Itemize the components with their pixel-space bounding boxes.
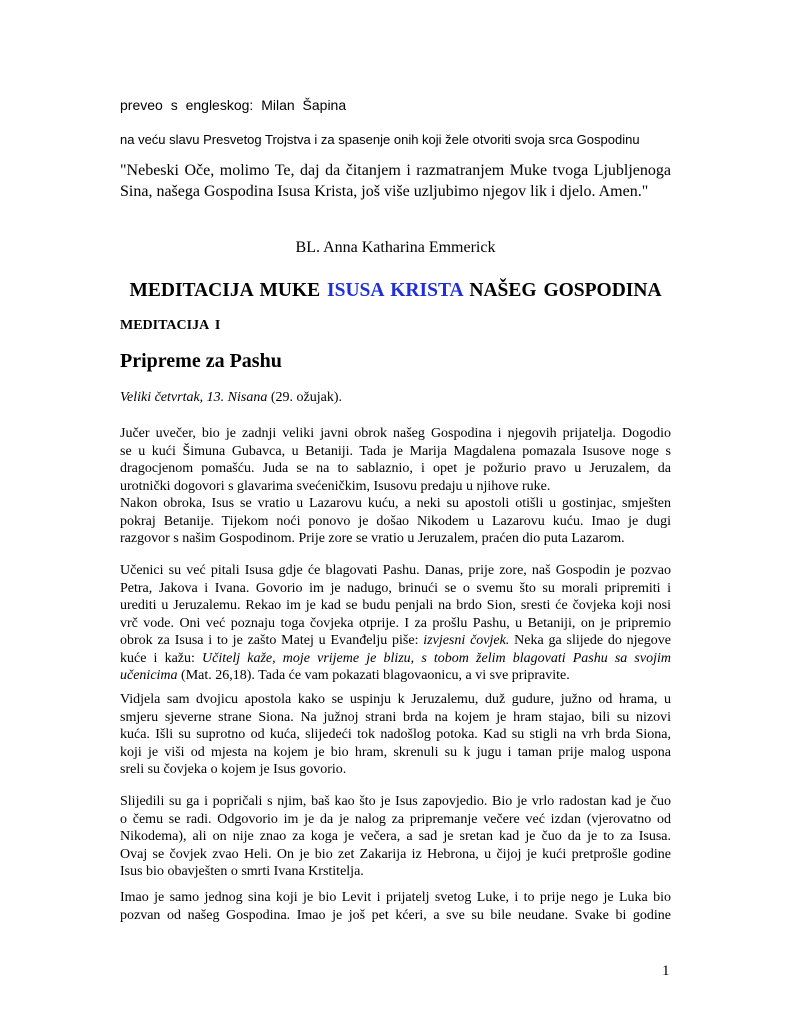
paragraph-line: koji je viši od mjesta na kojem je bio hram, skrenuli su k jugu i taman prije malog uspona (120, 744, 671, 760)
title-part-3: NAŠEG GOSPODINA (462, 280, 662, 301)
title-part-1: MEDITACIJA MUKE (129, 280, 328, 301)
meditation-label: MEDITACIJA I (120, 318, 221, 333)
paragraph-1 (120, 425, 671, 548)
paragraph-line: Vidjela sam dvojicu apostola kako se uspinju k Jeruzalemu, duž gudure, južno od hrama, u (120, 692, 671, 707)
chapter-title: Pripreme za Pashu (120, 350, 282, 372)
paragraph-line: se u kući Šimuna Gubavca, u Betaniji. Tada je Marija Magdalena pomazala Isusove noge s (120, 443, 671, 459)
line-segment: kuće i kažu: (120, 650, 203, 666)
paragraph-line: Ovaj se čovjek zvao Heli. On je bio zet Zakarija iz Hebrona, u čijoj je kući pretprošle godine (120, 846, 671, 862)
paragraph-line (120, 632, 671, 650)
line-segment-italic: učenicima (120, 668, 178, 683)
paragraph-line: Slijedili su ga i popričali s njim, baš kao što je Isus zapovjedio. Bio je vrlo radostan kad je čuo (120, 794, 671, 809)
paragraph-3 (120, 562, 671, 685)
paragraph-line: sreli su čovjeka o kojem je Isus govorio. (120, 762, 347, 777)
paragraph-line: razgovor s našim Gospodinom. Prije zore se vratio u Jeruzalem, praćen dio puta Lazarom. (120, 531, 625, 546)
paragraph-line: kuća. Išli su suprotno od kuća, slijedeći tok nadošlog potoka. Kad su stigli na vrh brda Siona, (120, 727, 671, 742)
paragraph-4 (120, 691, 671, 779)
paragraph-line (120, 650, 671, 668)
paragraph-line: Nakon obroka, Isus se vratio u Lazarovu kuću, a neki su apostoli otišli u gostinjac, smješten (120, 496, 671, 511)
main-title (0, 280, 791, 302)
opening-prayer: "Nebeski Oče, molimo Te, daj da čitanjem i razmatranjem Muke tvoga Ljubljenoga Sina, našega Gospodina Isusa Krista, još više uzljubimo njegov lik i djelo. Amen." (120, 162, 671, 200)
paragraph-line: urotnički dogovori s glavarima svećeničkim, Isusovu predaju u njihove ruke. (120, 478, 551, 494)
paragraph-line: smjeru sjeverne strane Siona. Na južnoj strani brda na kojem je hram stajao, bili su nizovi (120, 709, 671, 725)
line-segment: (Mat. 26,18). Tada će vam pokazati blagovaonicu, a vi sve pripravite. (177, 668, 570, 683)
paragraph-5 (120, 793, 671, 881)
paragraph-6 (120, 889, 671, 924)
paragraph-line: Isus bio obavješten o smrti Ivana Krstitelja. (120, 864, 364, 879)
paragraph-line (120, 667, 671, 685)
paragraph-line: Jučer uvečer, bio je zadnji veliki javni obrok našeg Gospodina i njegovih prijatelja. Dogodio (120, 426, 671, 441)
dedication-line: na veću slavu Presvetog Trojstva i za spasenje onih koji žele otvoriti svoja srca Gospodinu (120, 132, 640, 147)
paragraph-line: pokraj Betanije. Tijekom noći ponovo je došao Nikodem u Lazarovu kuću. Imao je dugi (120, 513, 671, 529)
line-segment-italic: Učitelj kaže, moje vrijeme je blizu, s tobom želim blagovati Pashu sa svojim (202, 650, 671, 666)
paragraph-line: Imao je samo jednog sina koji je bio Levit i prijatelj svetog Luke, i to prije nego je Luka bio (120, 890, 671, 905)
paragraph-line: vrč vode. Oni već poznaju toga čovjeka otprije. I za prošlu Pashu, u Betaniji, on je pripremio (120, 615, 671, 631)
paragraph-line: o čemu se radi. Odgovorio im je da je nalog za pripremanje večere već izdan (vjerovatno od (120, 811, 671, 827)
page-number: 1 (662, 963, 670, 979)
line-segment: Neka ga slijede do njegove (509, 633, 671, 648)
paragraph-line: Nikodema), ali on nije znao za koga je večera, a sad je sretan kad je čuo da je to za Isusa. (120, 829, 671, 844)
paragraph-line: Petra, Jakova i Ivana. Govorio im je nadugo, brinući se o svemu što su morali pripremiti i (120, 580, 671, 596)
paragraph-line: Učenici su već pitali Isusa gdje će blagovati Pashu. Danas, prije zore, naš Gospodin je pozvao (120, 563, 671, 578)
paragraph-line: urediti u Jeruzalemu. Rekao im je kad se budu penjali na brdo Sion, sresti će čovjeka koji nosi (120, 598, 671, 613)
paragraph-line: dragocjenom pomašću. Juda se na to sablaznio, i opet je požurio pravo u Jeruzalem, da (120, 461, 671, 476)
date-italic: Veliki četvrtak, 13. Nisana (120, 390, 268, 405)
line-segment-italic: izvjesni čovjek. (423, 633, 510, 648)
translator-credit: preveo s engleskog: Milan Šapina (120, 97, 347, 113)
line-segment: obrok za Isusa i to je zašto Matej u Evanđelju piše: (120, 633, 424, 648)
title-highlight: ISUSA KRISTA (327, 280, 463, 301)
author-name: BL. Anna Katharina Emmerick (295, 239, 496, 256)
date-plain: (29. ožujak). (267, 390, 343, 405)
date-line (120, 390, 342, 406)
paragraph-line: pozvan od našeg Gospodina. Imao je još pet kćeri, a sve su bile neudane. Svake bi godine (120, 907, 671, 923)
